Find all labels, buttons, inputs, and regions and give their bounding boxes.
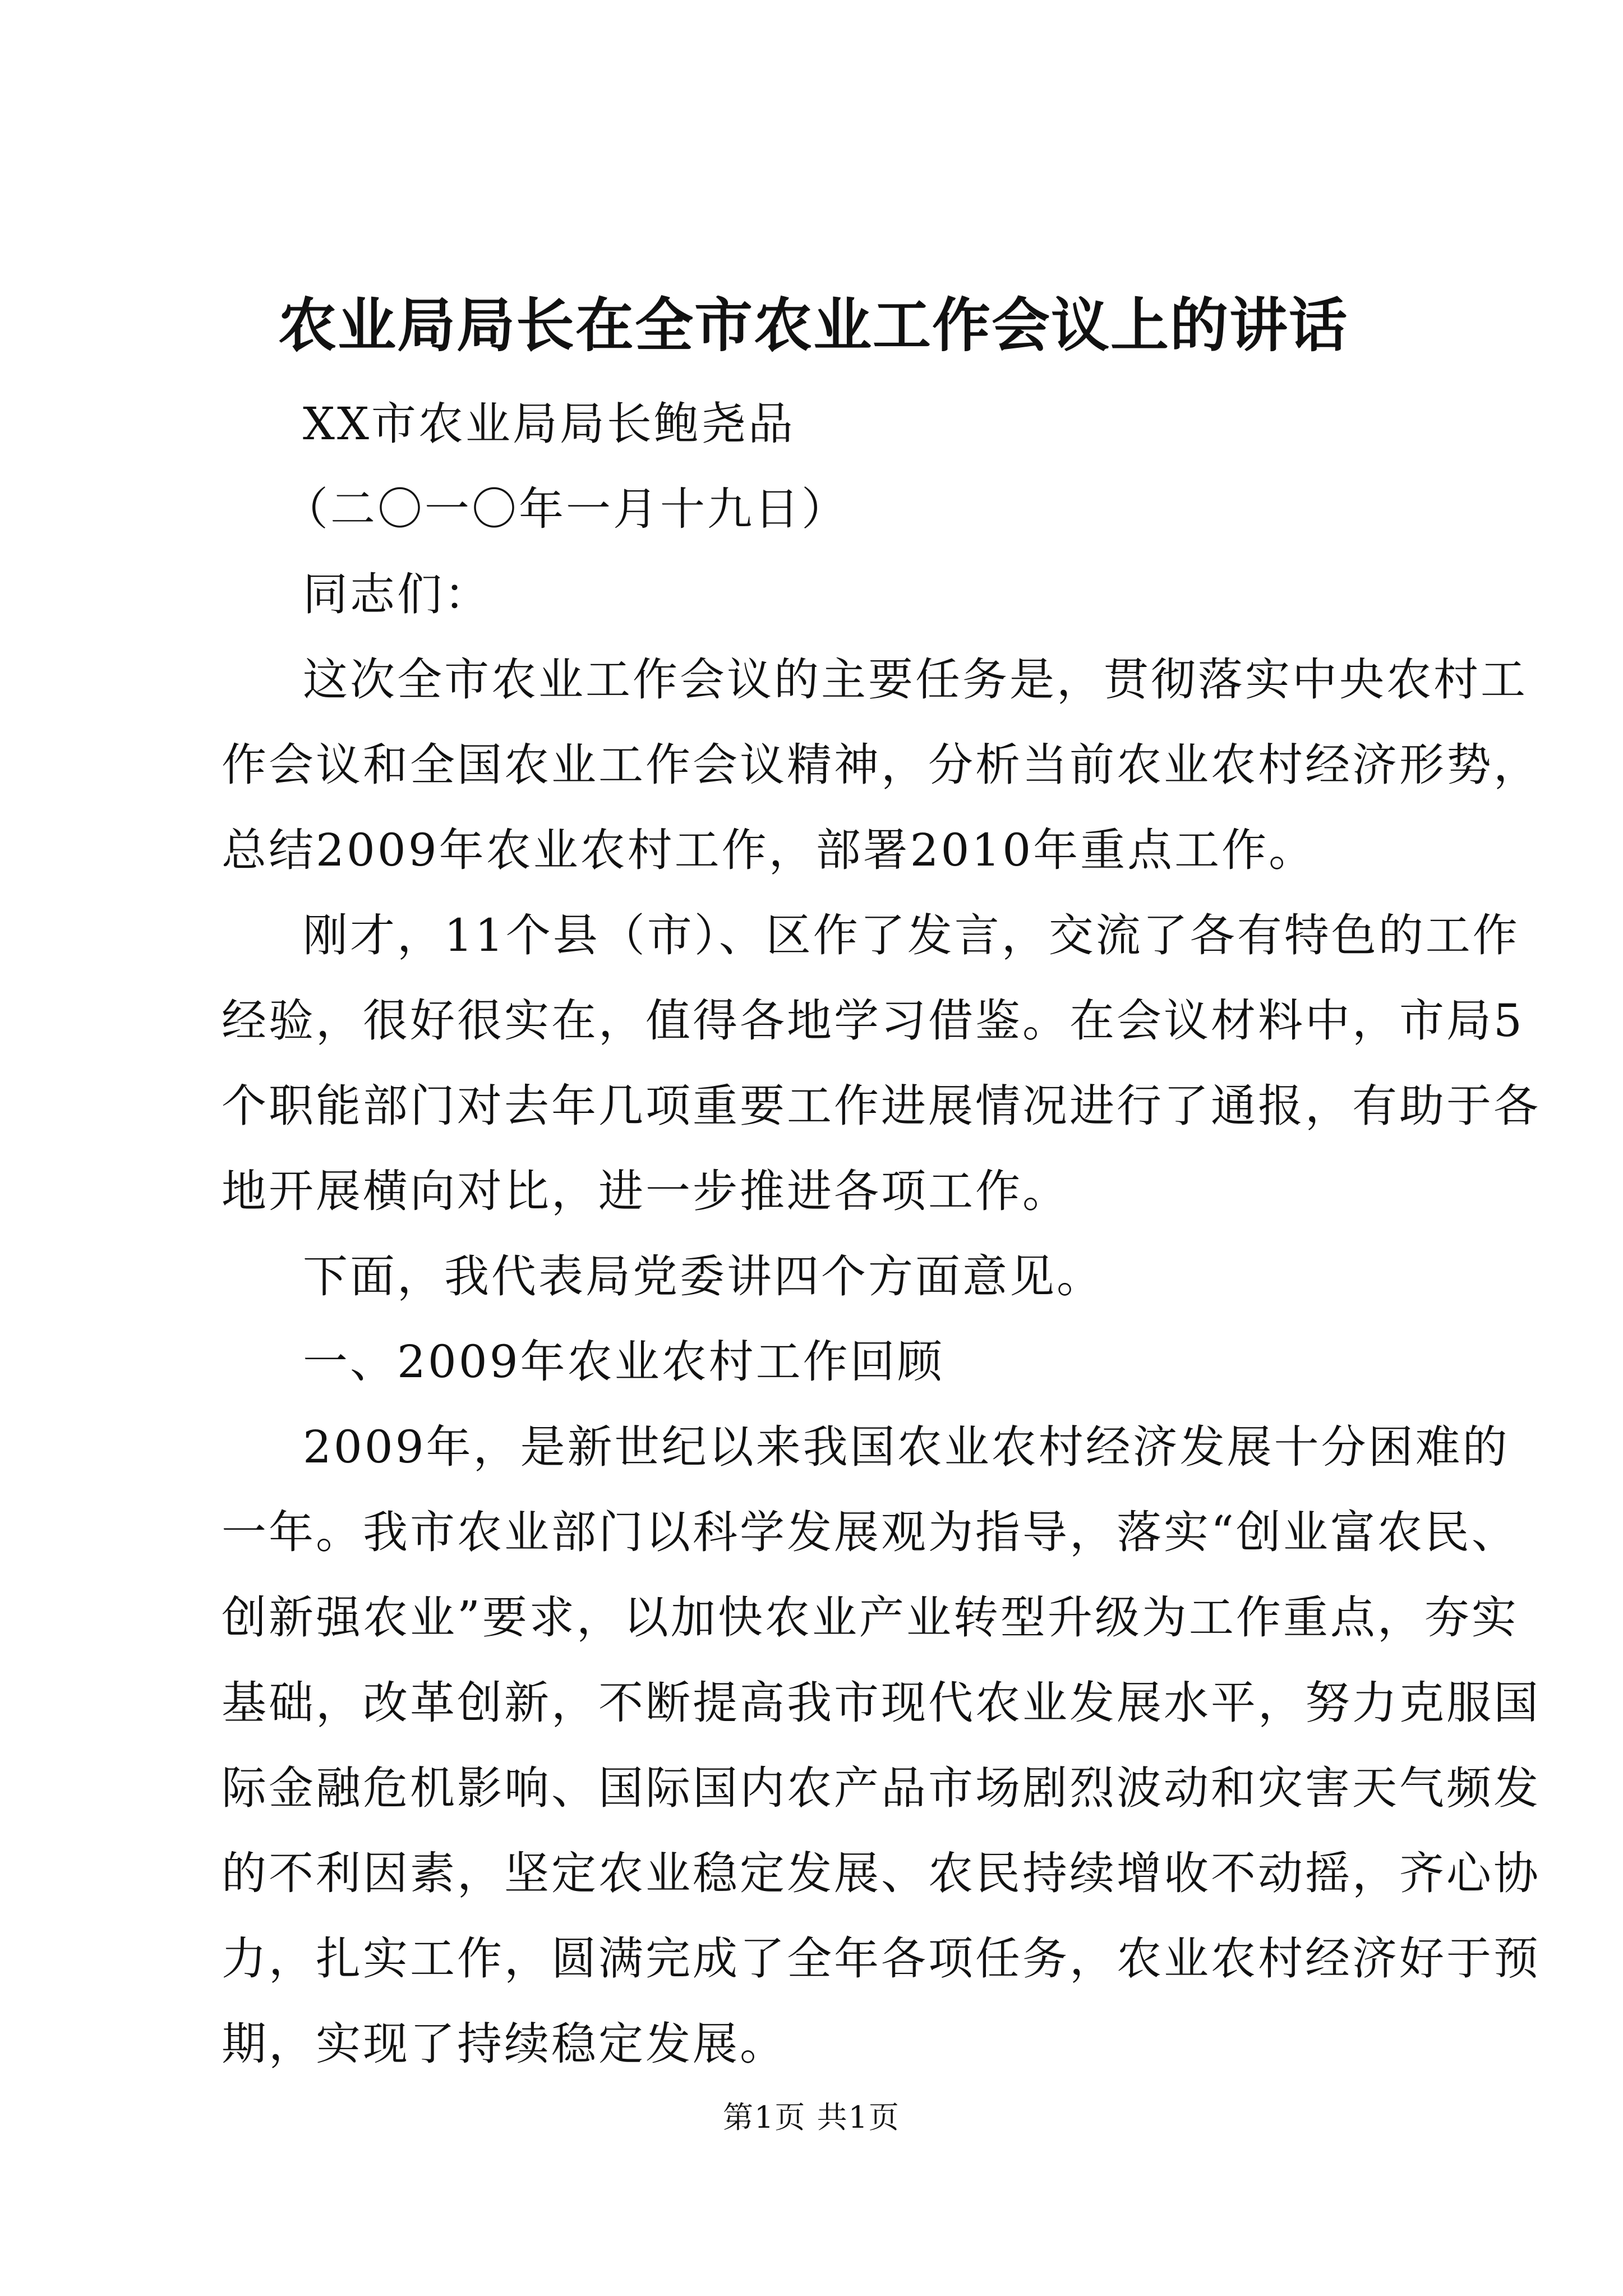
- section-heading: 一、2009年农业农村工作回顾: [303, 1336, 944, 1388]
- author-line: XX市农业局局长鲍尧品: [303, 398, 795, 450]
- paragraph-line: 的不利因素，坚定农业稳定发展、农民持续增收不动摇，齐心协: [222, 1847, 1541, 1899]
- paragraph-line: 期，实现了持续稳定发展。: [222, 2018, 787, 2070]
- paragraph-line: 这次全市农业工作会议的主要任务是，贯彻落实中央农村工: [303, 654, 1528, 706]
- paragraph-line: 总结2009年农业农村工作，部署2010年重点工作。: [222, 824, 1316, 876]
- paragraph-line: 经验，很好很实在，值得各地学习借鉴。在会议材料中，市局5: [222, 995, 1524, 1047]
- paragraph-line: 刚才，11个县（市）、区作了发言，交流了各有特色的工作: [303, 909, 1520, 961]
- paragraph-line: 创新强农业”要求，以加快农业产业转型升级为工作重点，夯实: [222, 1591, 1519, 1644]
- paragraph-line: 基础，改革创新，不断提高我市现代农业发展水平，努力克服国: [222, 1677, 1541, 1729]
- paragraph-line: 一年。我市农业部门以科学发展观为指导，落实“创业富农民、: [222, 1506, 1519, 1558]
- paragraph-line: 个职能部门对去年几项重要工作进展情况进行了通报，有助于各: [222, 1080, 1541, 1132]
- page-footer: 第1页 共1页: [723, 2100, 900, 2135]
- paragraph-line: 地开展横向对比，进一步推进各项工作。: [222, 1165, 1069, 1217]
- paragraph-line: 作会议和全国农业工作会议精神，分析当前农业农村经济形势，: [222, 739, 1541, 791]
- date-line: （二〇一〇年一月十九日）: [283, 483, 849, 535]
- document-body: [222, 381, 1541, 2087]
- salutation-line: 同志们：: [303, 568, 491, 620]
- paragraph-line: 际金融危机影响、国际国内农产品市场剧烈波动和灾害天气频发: [222, 1762, 1541, 1814]
- document-title: 农业局局长在全市农业工作会议上的讲话: [278, 291, 1348, 360]
- paragraph-line: 力，扎实工作，圆满完成了全年各项任务，农业农村经济好于预: [222, 1932, 1541, 1985]
- paragraph-line: 2009年，是新世纪以来我国农业农村经济发展十分困难的: [303, 1421, 1510, 1473]
- paragraph-line: 下面，我代表局党委讲四个方面意见。: [303, 1250, 1104, 1303]
